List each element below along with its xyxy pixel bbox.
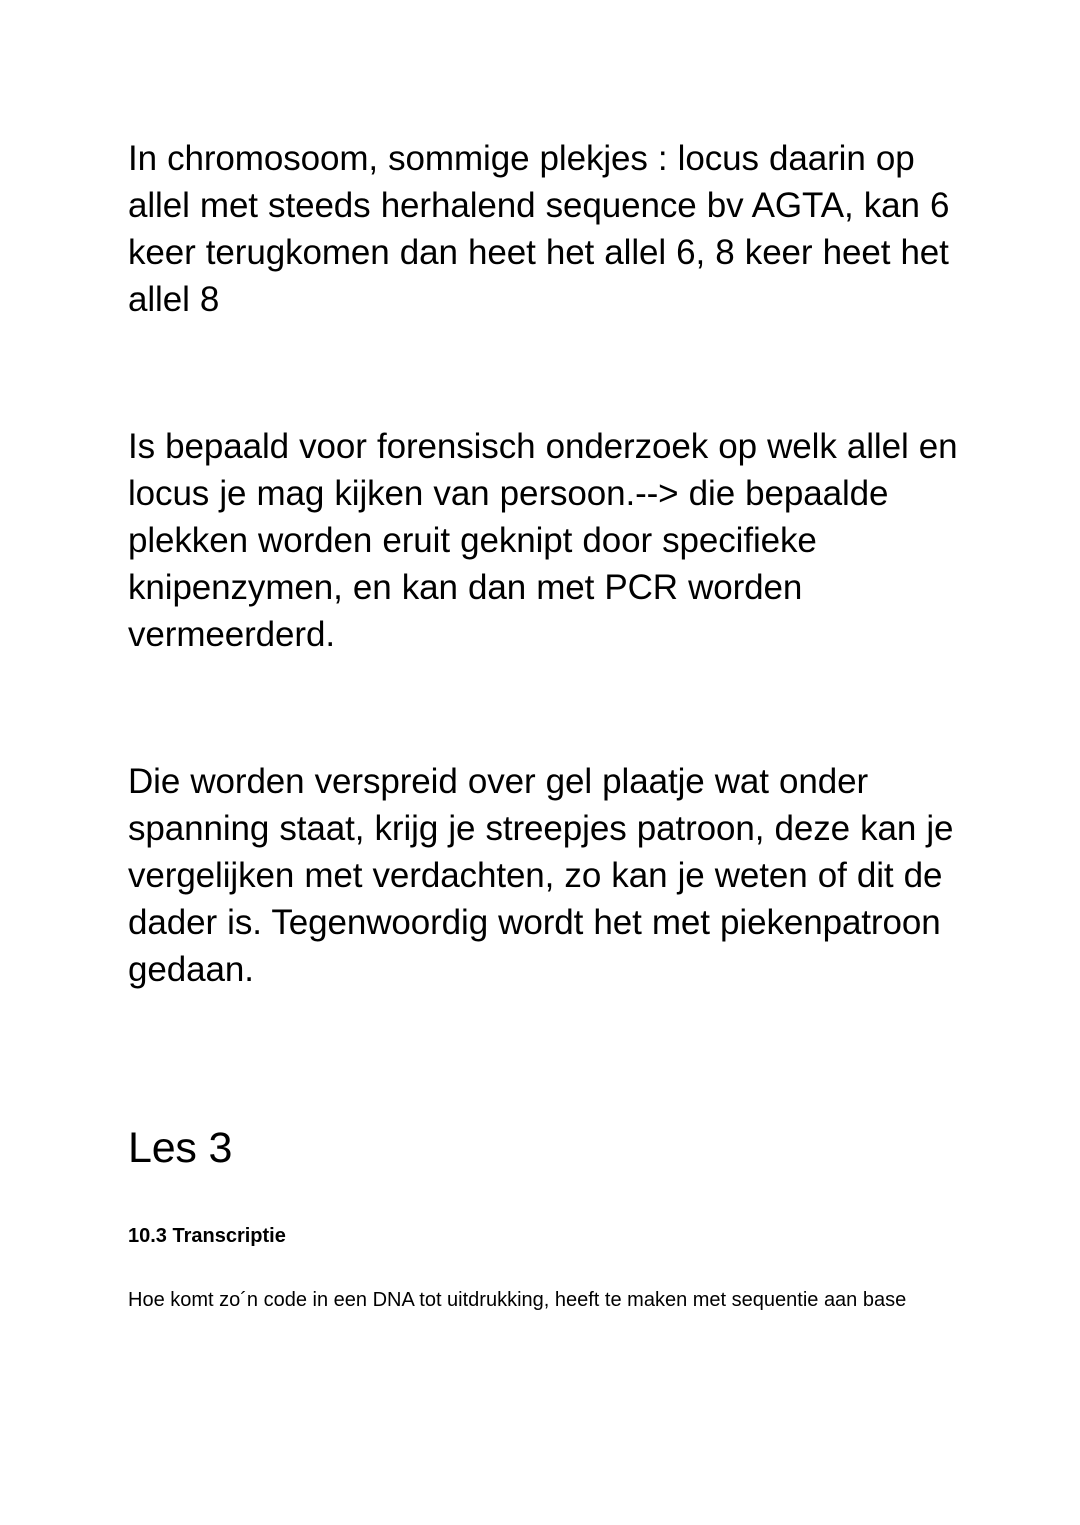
paragraph-spacer (128, 658, 958, 758)
document-content (128, 135, 958, 1315)
paragraph-transcriptie-body: Hoe komt zo´n code in een DNA tot uitdrukking, heeft te maken met sequentie aan base (128, 1289, 907, 1311)
section-heading-les-3: Les 3 (128, 1124, 233, 1172)
section-subheading-transcriptie: 10.3 Transcriptie (128, 1225, 286, 1247)
paragraph-spacer (128, 323, 958, 423)
paragraph-allel-locus: In chromosoom, sommige plekjes : locus daarin op allel met steeds herhalend sequence bv AGTA, kan 6 keer terugkomen dan heet het allel 6, 8 keer heet het allel 8 (128, 139, 950, 319)
paragraph-gel-elektroforese: Die worden verspreid over gel plaatje wat onder spanning staat, krijg je streepjes patroon, deze kan je vergelijken met verdachten, zo kan je weten of dit de dader is. Tegenwoordig wordt het met piekenpatroon gedaan. (128, 762, 954, 989)
section-spacer (128, 993, 958, 1123)
paragraph-forensisch-onderzoek: Is bepaald voor forensisch onderzoek op welk allel en locus je mag kijken van persoon.--> die bepaalde plekken worden eruit geknipt door specifieke knipenzymen, en kan dan met PCR worden vermeerderd. (128, 427, 958, 654)
